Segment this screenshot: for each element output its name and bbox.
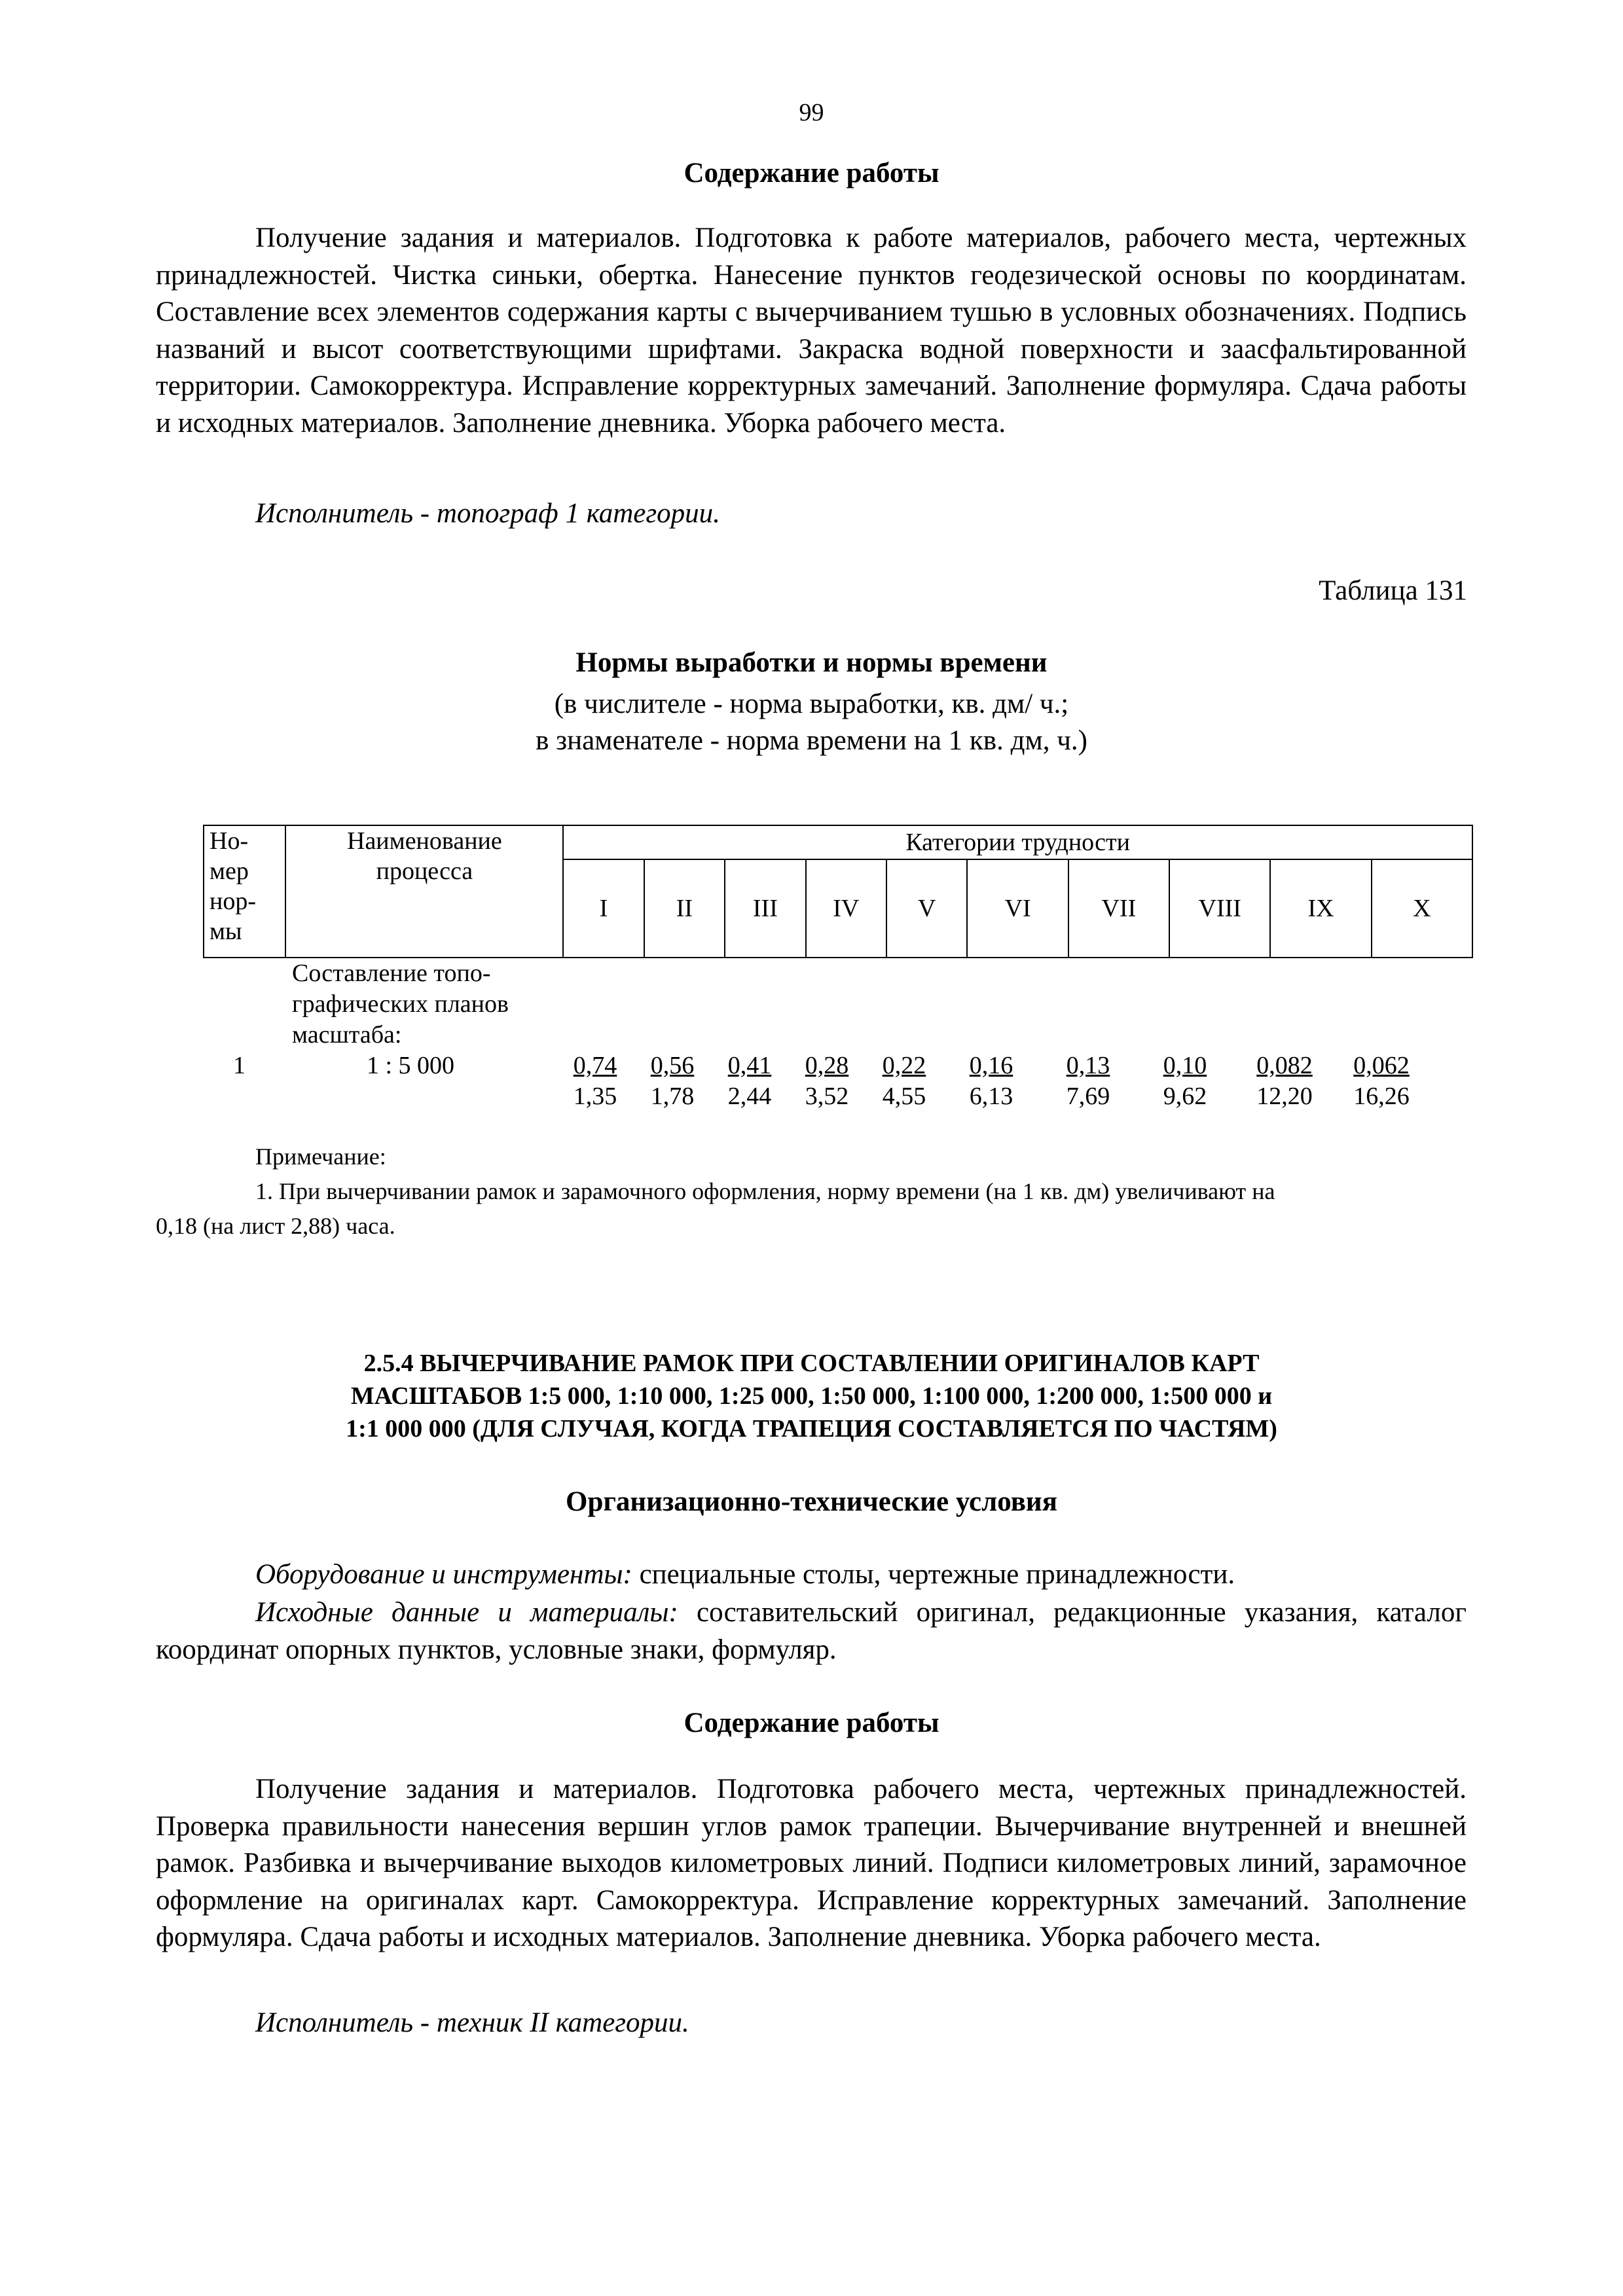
row-number: 1 [233,1052,246,1079]
note-line-2: 0,18 (на лист 2,88) часа. [156,1213,395,1239]
category-header-vi: VI [967,859,1068,958]
category-header-vii: VII [1068,859,1169,958]
norms-table [203,825,1473,958]
norms-subtitle-2: в знаменателе - норма времени на 1 кв. дм, ч.) [536,725,1087,756]
norm-cell: $\frac{0,062}{16,26}$ [1353,1052,1410,1110]
section1-heading: Содержание работы [684,158,939,188]
norm-cell: $\frac{0,082}{12,20}$ [1256,1052,1313,1110]
col-number-header: Но- мер нор- мы [204,825,285,958]
category-header-iii: III [725,859,805,958]
norm-cell: $\frac{0,28}{3,52}$ [805,1052,849,1110]
category-header-iv: IV [806,859,886,958]
norm-cell: $\frac{0,13}{7,69}$ [1066,1052,1110,1110]
norm-cell: $\frac{0,56}{1,78}$ [650,1052,695,1110]
norms-subtitle-1: (в числителе - норма выработки, кв. дм/ ч.; [554,689,1069,719]
process-description: Составление топо- графических планов масштаба: [292,960,509,1049]
norm-cell: $\frac{0,10}{9,62}$ [1163,1052,1207,1110]
norm-cell: $\frac{0,16}{6,13}$ [969,1052,1013,1110]
section2-content-heading: Содержание работы [684,1708,939,1738]
row-scale: 1 : 5 000 [367,1052,455,1079]
org-conditions-heading: Организационно-технические условия [566,1486,1057,1517]
col-process-header: Наименование процесса [285,825,563,958]
equipment-line: Оборудование и инструменты: специальные столы, чертежные принадлежности. [255,1559,1235,1590]
norm-cell: $\frac{0,22}{4,55}$ [882,1052,926,1110]
source-data-paragraph: Исходные данные и материалы: составительский оригинал, редакционные указания, каталог координат опорных пунктов, условные знаки, формуляр. [156,1597,1467,1665]
category-header-v: V [886,859,967,958]
norms-title: Нормы выработки и нормы времени [575,647,1048,678]
norm-cell: $\frac{0,74}{1,35}$ [573,1052,617,1110]
category-header-ix: IX [1270,859,1371,958]
category-header-x: X [1372,859,1472,958]
category-header-i: I [563,859,644,958]
table-label: Таблица 131 [1319,575,1467,606]
section2-paragraph: Получение задания и материалов. Подготовка рабочего места, чертежных принадлежностей. Проверка правильности нанесения вершин углов рамок трапеции. Вычерчивание внутренней и внешней рамок. Разбивка и вычерчивание выходов километровых линий. Подписи километровых линий, зарамочное оформление на оригиналах карт. Самокорректура. Исправление корректурных замечаний. Заполнение формуляра. Сдача работы и исходных материалов. Заполнение дневника. Уборка рабочего места. [156,1774,1467,1952]
section2-title-3: 1:1 000 000 (ДЛЯ СЛУЧАЯ, КОГДА ТРАПЕЦИЯ СОСТАВЛЯЕТСЯ ПО ЧАСТЯМ) [346,1415,1277,1443]
note-title: Примечание: [255,1143,386,1170]
category-header-viii: VIII [1169,859,1270,958]
categories-header: Категории трудности [563,825,1472,859]
section2-title-2: МАСШТАБОВ 1:5 000, 1:10 000, 1:25 000, 1:50 000, 1:100 000, 1:200 000, 1:500 000 и [350,1382,1273,1410]
section1-executor: Исполнитель - топограф 1 категории. [255,498,720,529]
category-header-ii: II [644,859,725,958]
section1-paragraph: Получение задания и материалов. Подготовка к работе материалов, рабочего места, чертежных принадлежностей. Чистка синьки, обертка. Нанесение пунктов геодезической основы по координатам. Составление всех элементов содержания карты с вычерчиванием тушью в условных обозначениях. Подпись названий и высот соответствующими шрифтами. Закраска водной поверхности и заасфальтированной территории. Самокорректура. Исправление корректурных замечаний. Заполнение формуляра. Сдача работы и исходных материалов. Заполнение дневника. Уборка рабочего места. [156,223,1467,439]
section2-title-1: 2.5.4 ВЫЧЕРЧИВАНИЕ РАМОК ПРИ СОСТАВЛЕНИИ ОРИГИНАЛОВ КАРТ [363,1350,1260,1377]
norm-cell: $\frac{0,41}{2,44}$ [727,1052,772,1110]
section2-executor: Исполнитель - техник II категории. [255,2007,689,2038]
note-line-1: 1. При вычерчивании рамок и зарамочного оформления, норму времени (на 1 кв. дм) увеличивают на [255,1178,1275,1204]
page-number: 99 [799,99,824,126]
